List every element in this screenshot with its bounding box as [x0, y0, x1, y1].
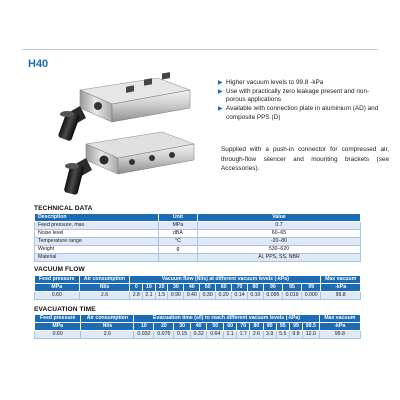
- table-cell: Material: [35, 254, 159, 262]
- product-illustration: [40, 68, 200, 198]
- header-cell: Evacuation time (s/l) to reach different vacuum levels (-kPa): [134, 315, 319, 323]
- table-cell: 1.7: [237, 331, 250, 339]
- subheader-cell: 50: [207, 323, 224, 331]
- header-rule: [22, 49, 378, 50]
- table-row: [35, 222, 361, 230]
- table-cell: g: [158, 246, 197, 254]
- subheader-cell: 70: [232, 284, 248, 292]
- subheader-cell: 60: [216, 284, 232, 292]
- table-row: [35, 331, 361, 339]
- table-cell: °C: [158, 238, 197, 246]
- subheader-cell: 60: [224, 323, 237, 331]
- subheader-cell: 90: [263, 323, 276, 331]
- subheader-cell: 40: [184, 284, 200, 292]
- table-cell: 0.095: [263, 292, 282, 300]
- table-cell: 0.30: [200, 292, 216, 300]
- subheader-cell: MPa: [35, 284, 80, 292]
- table-cell: 0.10: [247, 292, 263, 300]
- table-cell: Temperature range: [35, 238, 159, 246]
- header-cell: Vacuum flow (Nl/s) at different vacuum levels (-kPa): [130, 276, 321, 284]
- subheader-cell: 90: [263, 284, 282, 292]
- table-row: [35, 254, 361, 262]
- feature-list: [218, 79, 388, 123]
- table-cell: 0.90: [168, 292, 184, 300]
- table-cell: 1.5: [155, 292, 168, 300]
- subheader-cell: 10: [143, 284, 156, 292]
- feature-item: ▶ Available with connection plate in aluminium (AD) and composite PPS (D): [218, 105, 379, 121]
- table-cell: 2.8: [130, 292, 143, 300]
- table-row: [35, 246, 361, 254]
- header-cell: Air consumption: [79, 276, 130, 284]
- feature-item: ▶ Use with practically zero leakage present and non-porous applications: [218, 88, 370, 104]
- table-cell: 0.64: [207, 331, 224, 339]
- arrow-icon: ▶: [218, 80, 223, 86]
- evacuation-time-table: [34, 314, 361, 339]
- col-value: Value: [197, 214, 360, 222]
- table-cell: 0.7: [197, 222, 360, 230]
- table-cell: 0.32: [190, 331, 207, 339]
- table-cell: 0.60: [35, 292, 80, 300]
- table-cell: 1.1: [224, 331, 237, 339]
- subheader-cell: 50: [200, 284, 216, 292]
- table-cell: 99.8: [321, 292, 361, 300]
- subheader-cell: 95: [282, 284, 301, 292]
- subheader-cell: 10: [134, 323, 154, 331]
- subheader-cell: 80: [247, 284, 263, 292]
- subheader-cell: 80: [250, 323, 263, 331]
- subheader-cell: 99.5: [303, 323, 320, 331]
- table-row: [35, 292, 361, 300]
- arrow-icon: ▶: [218, 106, 223, 113]
- subheader-cell: 20: [155, 284, 168, 292]
- table-cell: 0.60: [35, 331, 81, 339]
- table-cell: -20–80: [197, 238, 360, 246]
- subheader-cell: 99: [289, 323, 302, 331]
- top-margin: [0, 0, 400, 18]
- table-cell: 0.40: [184, 292, 200, 300]
- product-title: H40: [28, 58, 49, 70]
- table-cell: 2.1: [143, 292, 156, 300]
- col-description: Description: [35, 214, 159, 222]
- vacuum-flow-table: [34, 275, 361, 300]
- table-cell: 99.8: [319, 331, 360, 339]
- feature-item: ▶ Higher vacuum levels to 99.8 -kPa: [218, 79, 324, 86]
- ejector-unit-lower: [64, 132, 194, 195]
- technical-data-table: [34, 213, 361, 262]
- header-cell: Max vacuum: [319, 315, 360, 323]
- subheader-cell: 0: [130, 284, 143, 292]
- table-cell: 60–65: [197, 230, 360, 238]
- table-cell: 3.9: [263, 331, 276, 339]
- table-cell: 2.6: [81, 331, 134, 339]
- table-cell: 530–620: [197, 246, 360, 254]
- table-cell: 0.019: [282, 292, 301, 300]
- table-cell: 2.6: [79, 292, 130, 300]
- table-cell: Noise level: [35, 230, 159, 238]
- table-cell: 5.5: [276, 331, 289, 339]
- subheader-cell: Nl/s: [81, 323, 134, 331]
- header-cell: Air consumption: [81, 315, 134, 323]
- table-cell: 0.15: [174, 331, 191, 339]
- table-cell: 0.000: [302, 292, 321, 300]
- header-cell: Feed pressure: [35, 276, 80, 284]
- header-cell: Max vacuum: [321, 276, 361, 284]
- subheader-cell: Nl/s: [79, 284, 130, 292]
- subheader-cell: 70: [237, 323, 250, 331]
- table-cell: 12.0: [303, 331, 320, 339]
- table-cell: Weight: [35, 246, 159, 254]
- subheader-cell: 30: [168, 284, 184, 292]
- subheader-cell: 30: [174, 323, 191, 331]
- col-unit: Unit: [158, 214, 197, 222]
- table-cell: 0.076: [154, 331, 174, 339]
- table-cell: 2.6: [250, 331, 263, 339]
- table-cell: 9.8: [289, 331, 302, 339]
- ejector-unit-upper: [58, 72, 190, 141]
- subheader-cell: 20: [154, 323, 174, 331]
- table-cell: dBA: [158, 230, 197, 238]
- subheader-cell: 40: [190, 323, 207, 331]
- table-cell: Al, PPS, SS, NBR: [197, 254, 360, 262]
- subheader-cell: -kPa: [319, 323, 360, 331]
- table-cell: [158, 254, 197, 262]
- arrow-icon: ▶: [218, 89, 223, 95]
- table-row: [35, 230, 361, 238]
- evacuation-time-heading: EVACUATION TIME: [34, 306, 96, 313]
- subheader-cell: MPa: [35, 323, 81, 331]
- table-cell: 0.032: [134, 331, 154, 339]
- table-cell: 0.20: [216, 292, 232, 300]
- subheader-cell: 95: [276, 323, 289, 331]
- table-cell: 0.14: [232, 292, 248, 300]
- technical-data-heading: TECHNICAL DATA: [34, 205, 93, 212]
- subheader-cell: -kPa: [321, 284, 361, 292]
- table-row: [35, 238, 361, 246]
- header-cell: Feed pressure: [35, 315, 81, 323]
- subheader-cell: 99: [302, 284, 321, 292]
- vacuum-flow-heading: VACUUM FLOW: [34, 266, 85, 273]
- table-cell: MPa: [158, 222, 197, 230]
- table-cell: Feed pressure, max.: [35, 222, 159, 230]
- supplied-description: Supplied with a push-in connector for compressed air, through-flow silencer and mounting brackets (see Accessories).: [221, 146, 389, 173]
